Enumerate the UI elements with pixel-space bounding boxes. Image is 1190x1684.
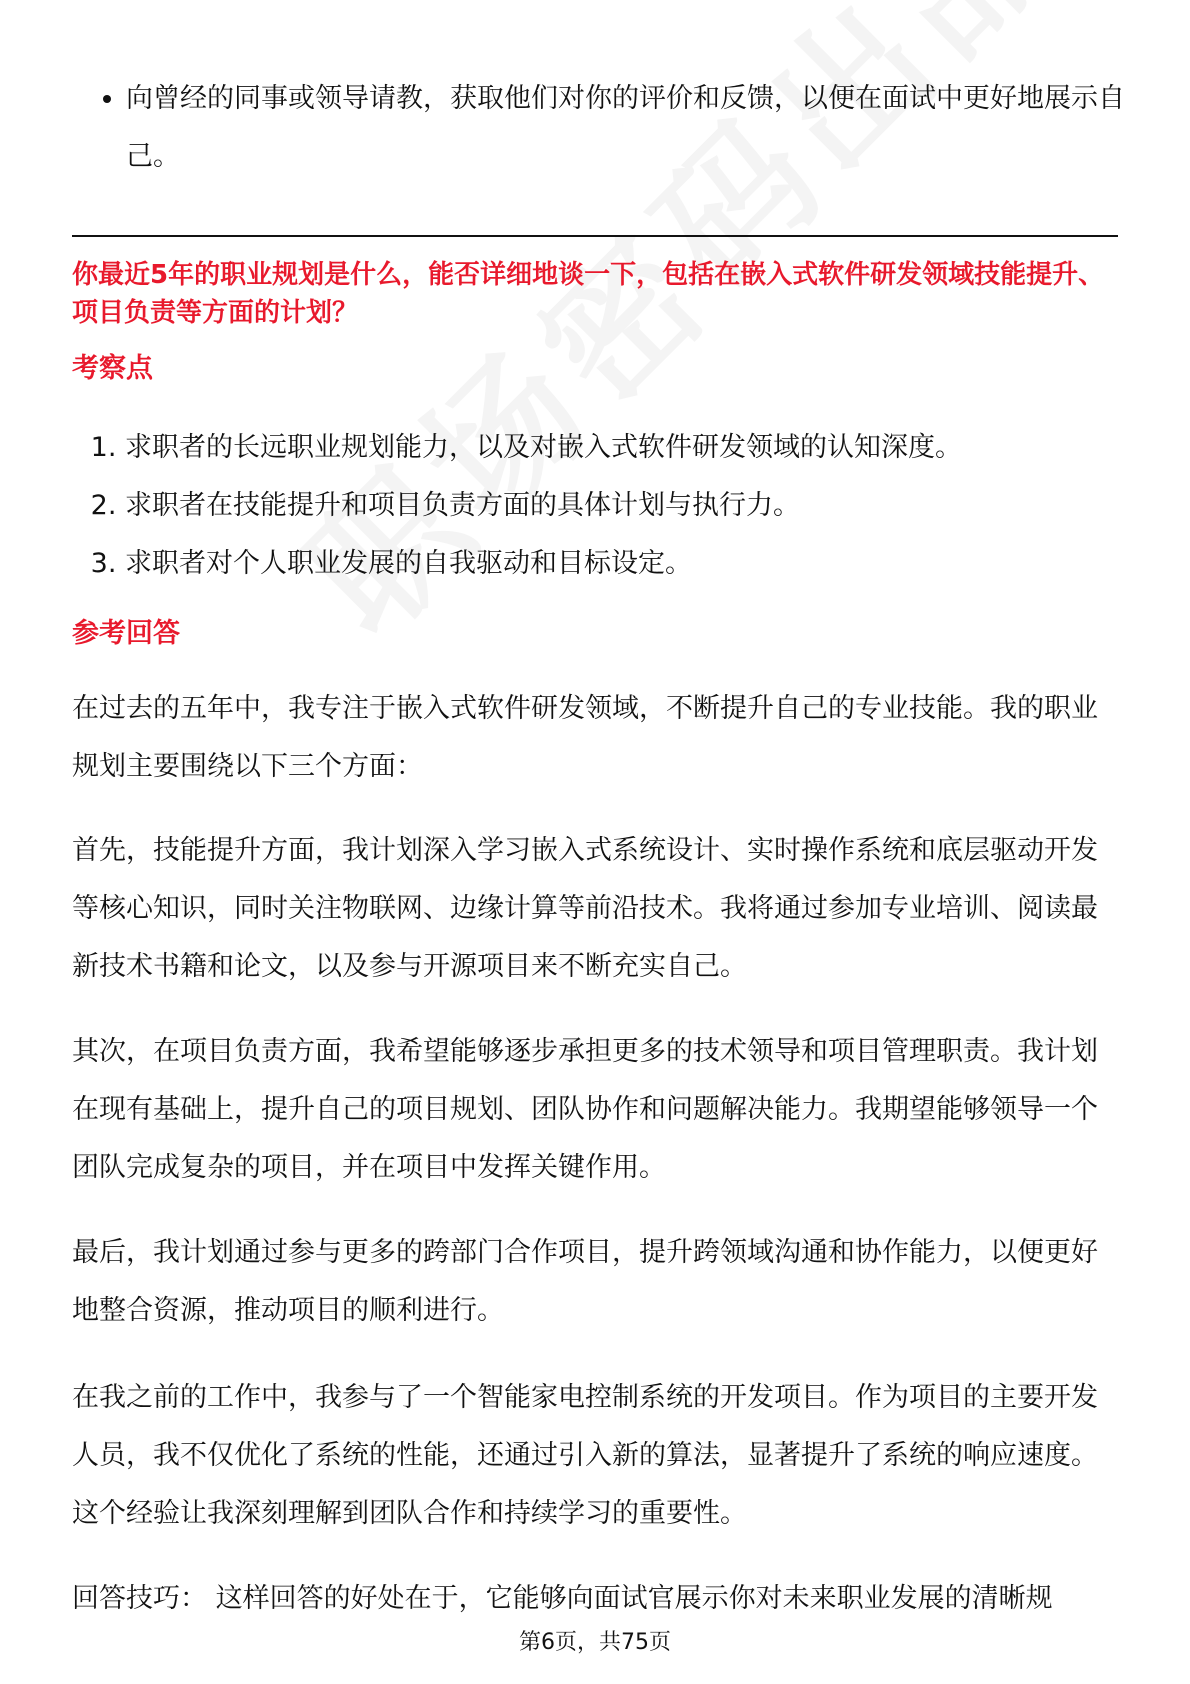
page-footer: 第6页，共75页 [519,1630,671,1655]
point-item: 3. 求职者对个人职业发展的自我驱动和目标设定。 [125,535,1155,593]
answer-paragraph: 在我之前的工作中，我参与了一个智能家电控制系统的开发项目。作为项目的主要开发人员，我不仅优化了系统的性能，还通过引入新的算法，显著提升了系统的响应速度。这个经验让我深刻理解到团队合作和持续学习的重要性。 [72,1382,1098,1529]
bullet-item: • 向曾经的同事或领导请教，获取他们对你的评价和反馈，以便在面试中更好地展示自己。 [126,70,1146,186]
points-list [85,419,1155,593]
interview-question: 你最近5年的职业规划是什么，能否详细地谈一下，包括在嵌入式软件研发领域技能提升、项目负责等方面的计划？ [72,260,1105,328]
answer-paragraph: 其次，在项目负责方面，我希望能够逐步承担更多的技术领导和项目管理职责。我计划在现有基础上，提升自己的项目规划、团队协作和问题解决能力。我期望能够领导一个团队完成复杂的项目，并在项目中发挥关键作用。 [72,1036,1098,1183]
answer-tips-paragraph: 回答技巧： 这样回答的好处在于，它能够向面试官展示你对未来职业发展的清晰规 [72,1583,1053,1614]
answer-paragraph: 在过去的五年中，我专注于嵌入式软件研发领域，不断提升自己的专业技能。我的职业规划主要围绕以下三个方面： [72,693,1098,782]
answer-paragraph: 首先，技能提升方面，我计划深入学习嵌入式系统设计、实时操作系统和底层驱动开发等核心知识，同时关注物联网、边缘计算等前沿技术。我将通过参加专业培训、阅读最新技术书籍和论文，以及参与开源项目来不断充实自己。 [72,835,1098,982]
answer-paragraph: 最后，我计划通过参与更多的跨部门合作项目，提升跨领域沟通和协作能力，以便更好地整合资源，推动项目的顺利进行。 [72,1237,1098,1326]
tips-bullet-list [98,70,1146,186]
section-divider [72,235,1118,237]
points-heading: 考察点 [72,353,153,384]
answer-heading: 参考回答 [72,618,180,649]
point-item: 2. 求职者在技能提升和项目负责方面的具体计划与执行力。 [125,477,1155,535]
point-item: 1. 求职者的长远职业规划能力，以及对嵌入式软件研发领域的认知深度。 [125,419,1155,477]
